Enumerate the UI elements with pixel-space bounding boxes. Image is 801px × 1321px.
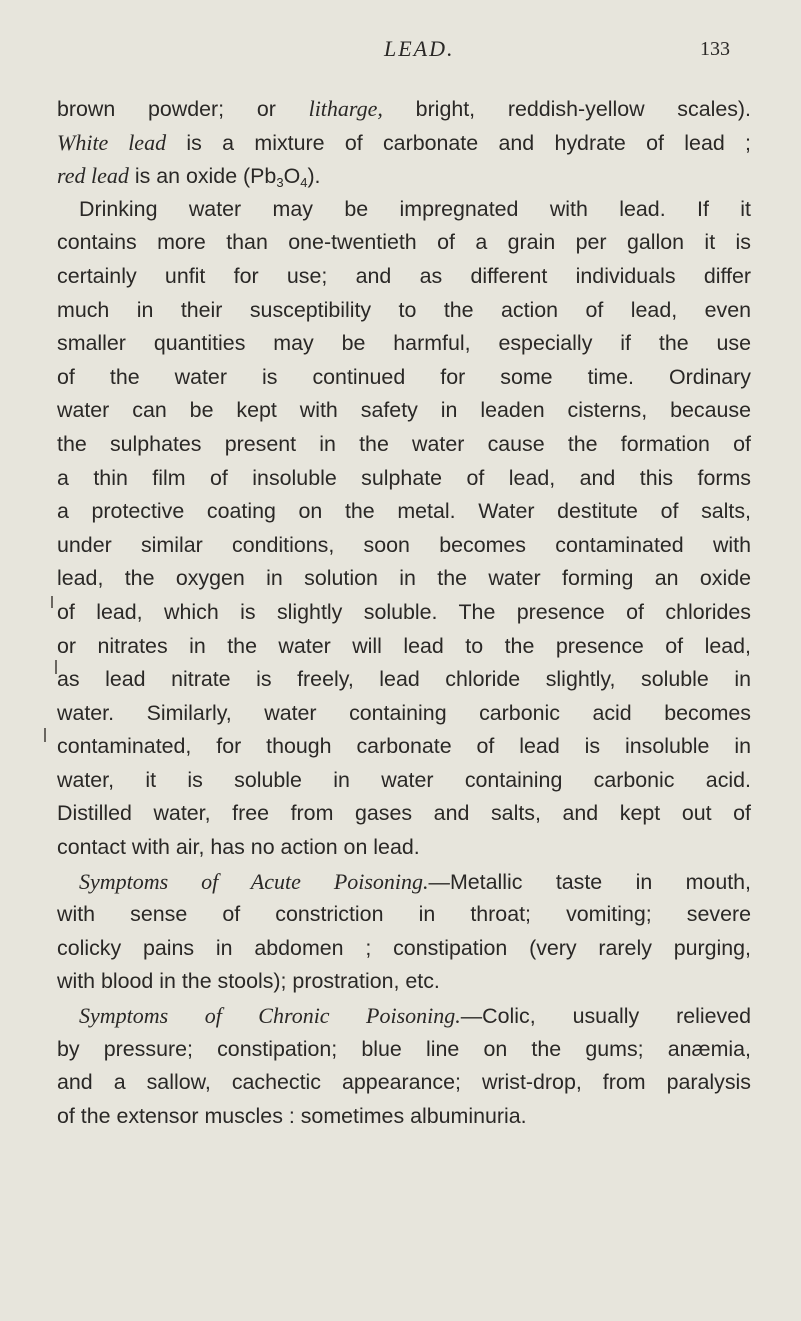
text-line: contact with air, has no action on lead.	[57, 835, 420, 860]
text-run: O	[283, 164, 301, 189]
text-line: water. Similarly, water containing carbonic acid becomes	[57, 700, 751, 725]
term-white-lead: White lead	[57, 129, 167, 155]
text-run: is an oxide (Pb	[128, 164, 277, 189]
text-line: a protective coating on the metal. Water destitute of salts,	[57, 499, 751, 524]
running-title: LEAD.	[384, 36, 455, 61]
text-line: lead, the oxygen in solution in the water forming an oxide	[57, 566, 751, 591]
text-line: as lead nitrate is freely, lead chloride slightly, soluble in	[57, 667, 751, 692]
text-run: ).	[307, 164, 321, 189]
text-line: much in their susceptibility to the action of lead, even	[57, 297, 751, 322]
subscript: 3	[276, 175, 284, 191]
text-run: —Metallic taste in mouth,	[428, 869, 751, 894]
text-line	[57, 999, 751, 1033]
text-line: colicky pains in abdomen ; constipation (very rarely purging,	[57, 935, 751, 960]
text-line: or nitrates in the water will lead to the presence of lead,	[57, 633, 751, 658]
text-line: contaminated, for though carbonate of lead is insoluble in	[57, 734, 751, 759]
text-line: certainly unfit for use; and as different individuals differ	[57, 263, 751, 288]
text-run: brown powder; or	[57, 97, 309, 121]
text-line: of lead, which is slightly soluble. The presence of chlorides	[57, 599, 751, 624]
text-run: bright, reddish-yellow scales).	[382, 97, 751, 121]
text-line: the sulphates present in the water cause the formation of	[57, 431, 751, 456]
margin-mark	[51, 596, 53, 608]
text-line: with sense of constriction in throat; vomiting; severe	[57, 902, 751, 927]
text-line: Distilled water, free from gases and salts, and kept out of	[57, 801, 751, 826]
text-line: and a sallow, cachectic appearance; wrist-drop, from paralysis	[57, 1070, 751, 1095]
subscript: 4	[300, 175, 308, 191]
text-line: under similar conditions, soon becomes contaminated with	[57, 532, 751, 557]
section-heading: Symptoms of Acute Poisoning.	[79, 868, 429, 894]
text-line	[57, 126, 751, 160]
text-line: water, it is soluble in water containing carbonic acid.	[57, 767, 751, 792]
text-line: of the water is continued for some time. Ordinary	[57, 364, 751, 389]
term-red-lead: red lead	[57, 163, 129, 189]
text-line: water can be kept with safety in leaden cisterns, because	[57, 398, 751, 423]
text-run: —Colic, usually relieved	[460, 1004, 751, 1029]
margin-mark	[44, 728, 46, 742]
running-head	[0, 36, 801, 66]
text-line	[57, 159, 751, 193]
text-line: with blood in the stools); prostration, etc.	[57, 969, 440, 994]
body-text	[57, 92, 751, 1133]
page-number: 133	[700, 38, 730, 60]
text-line	[57, 92, 751, 126]
margin-mark	[55, 660, 57, 674]
text-run: is a mixture of carbonate and hydrate of lead ;	[166, 130, 751, 155]
term-litharge: litharge,	[308, 96, 383, 121]
text-line: of the extensor muscles : sometimes albuminuria.	[57, 1103, 527, 1128]
text-line: smaller quantities may be harmful, especially if the use	[57, 331, 751, 356]
text-line: by pressure; constipation; blue line on the gums; anæmia,	[57, 1036, 751, 1061]
text-line: a thin film of insoluble sulphate of lead, and this forms	[57, 465, 751, 490]
section-heading: Symptoms of Chronic Poisoning.	[79, 1003, 461, 1029]
text-line: Drinking water may be impregnated with lead. If it	[79, 196, 751, 221]
text-line	[57, 865, 751, 899]
text-line: contains more than one-twentieth of a grain per gallon it is	[57, 230, 751, 255]
